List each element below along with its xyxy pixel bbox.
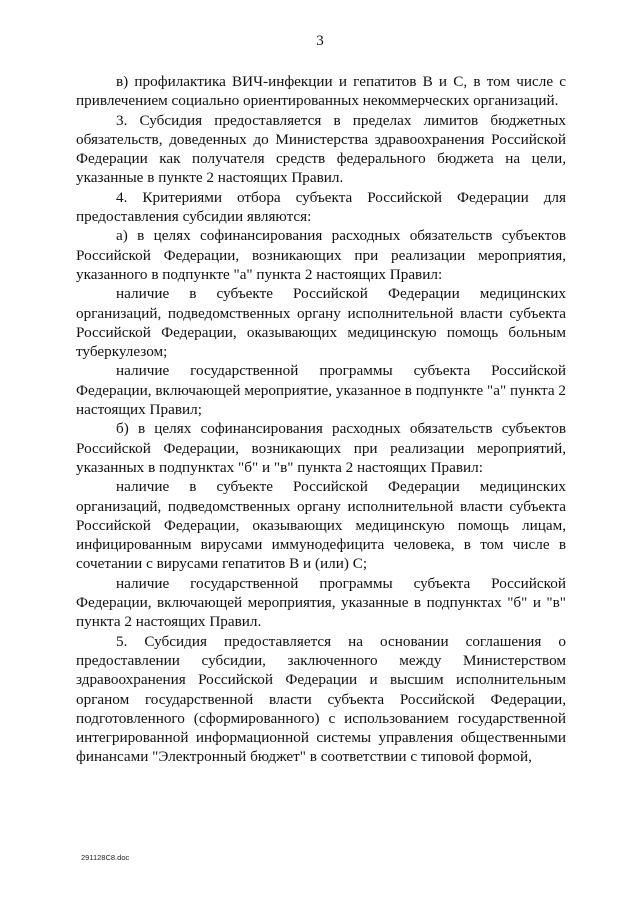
page-number: 3 (316, 33, 324, 49)
footer-file-code: 291128C8.doc (81, 853, 130, 862)
paragraph-4a: а) в целях софинансирования расходных обязательств субъектов Российской Федерации, возникающих при реализации мероприятия, указанного в подпункте "а" пункта 2 настоящих Правил: (76, 227, 566, 283)
paragraph-item-5: 5. Субсидия предоставляется на основании соглашения о предоставлении субсидии, заключенного между Министерством здравоохранения Российской Федерации и высшим исполнительным органом государственной власти субъекта Российской Федерации, подготовленного (сформированного) с использованием государственной интегрированной информационной системы управления общественными финансами "Электронный бюджет" в соответствии с типовой формой, (76, 632, 566, 766)
paragraph-item-4: 4. Критериями отбора субъекта Российской Федерации для предоставления субсидии являются: (76, 188, 566, 226)
paragraph-item-3: 3. Субсидия предоставляется в пределах лимитов бюджетных обязательств, доведенных до Министерства здравоохранения Российской Федерации как получателя средств федерального бюджета на цели, указанные в пункте 2 настоящих Правил. (76, 111, 566, 187)
paragraph-4a-criterion-2: наличие государственной программы субъекта Российской Федерации, включающей мероприятие, указанное в подпункте "а" пункта 2 настоящих Правил; (76, 362, 566, 419)
paragraph-4b-criterion-1: наличие в субъекте Российской Федерации медицинских организаций, подведомственных органу исполнительной власти субъекта Российской Федерации, оказывающих медицинскую помощь лицам, инфицированным вирусами иммунодефицита человека, в том числе в сочетании с вирусами гепатитов B и (или) C; (76, 478, 566, 573)
document-body (76, 72, 566, 767)
paragraph-4b-criterion-2: наличие государственной программы субъекта Российской Федерации, включающей мероприятия, указанные в подпунктах "б" и "в" пункта 2 настоящих Правил. (76, 574, 566, 631)
paragraph-3v: в) профилактика ВИЧ-инфекции и гепатитов B и C, в том числе с привлечением социально ориентированных некоммерческих организаций. (76, 73, 566, 110)
paragraph-4b: б) в целях софинансирования расходных обязательств субъектов Российской Федерации, возникающих при реализации мероприятий, указанных в подпунктах "б" и "в" пункта 2 настоящих Правил: (76, 420, 566, 476)
paragraph-4a-criterion-1: наличие в субъекте Российской Федерации медицинских организаций, подведомственных органу исполнительной власти субъекта Российской Федерации, оказывающих медицинскую помощь больным туберкулезом; (76, 285, 566, 361)
